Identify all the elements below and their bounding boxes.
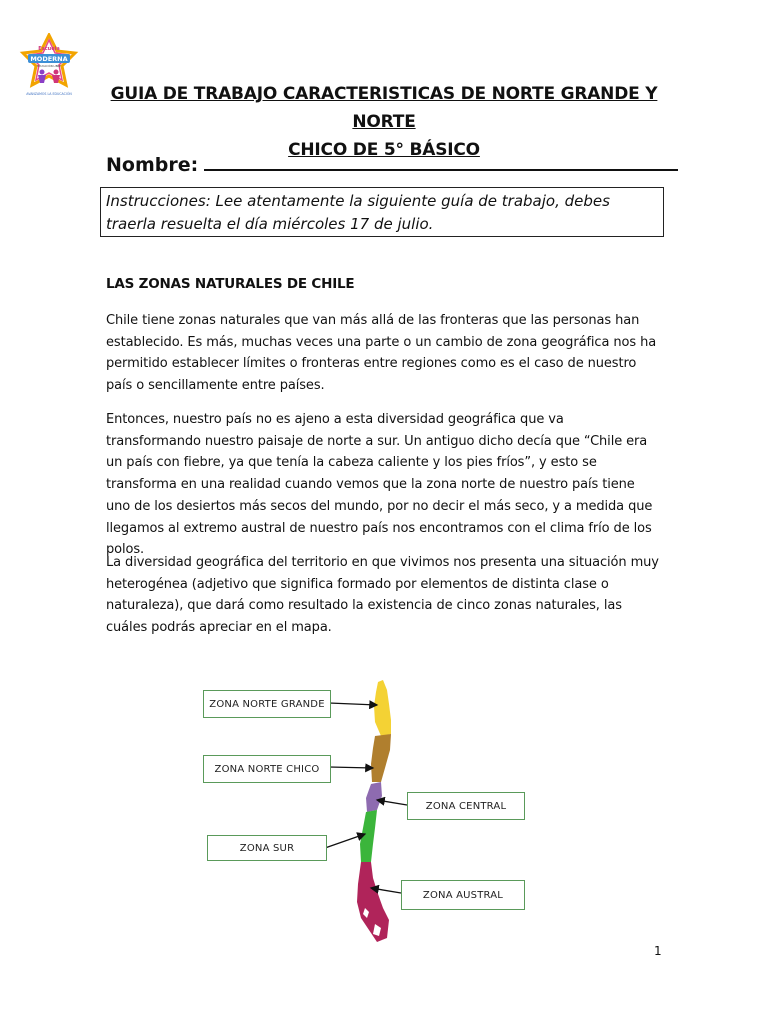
section-title: LAS ZONAS NATURALES DE CHILE bbox=[106, 276, 355, 292]
logo-sub-text: EDUCACIÓN LIBRE bbox=[37, 65, 61, 68]
chile-zones-map bbox=[195, 672, 535, 952]
logo-top-text: Escuela bbox=[38, 46, 60, 52]
arrow-central bbox=[377, 800, 407, 805]
arrow-norte-chico bbox=[329, 767, 373, 768]
name-blank-line[interactable] bbox=[204, 151, 678, 171]
label-zona-austral: ZONA AUSTRAL bbox=[401, 880, 525, 910]
arrow-norte-grande bbox=[329, 703, 377, 705]
logo-name: MODERNA bbox=[30, 55, 68, 63]
label-zona-norte-chico: ZONA NORTE CHICO bbox=[203, 755, 331, 783]
name-label: Nombre: bbox=[106, 154, 199, 176]
zone-norte-chico-shape bbox=[371, 734, 391, 782]
label-zona-central: ZONA CENTRAL bbox=[407, 792, 525, 820]
logo-bottom-text: AVANZAMOS LA EDUCACIÓN bbox=[26, 92, 72, 96]
zone-norte-grande-shape bbox=[374, 680, 391, 736]
zone-central-shape bbox=[366, 782, 382, 812]
logo-figure-head-right bbox=[54, 70, 59, 75]
label-zona-sur: ZONA SUR bbox=[207, 835, 327, 861]
instructions-box: Instrucciones: Lee atentamente la siguiente guía de trabajo, debes traerla resuelta el día miércoles 17 de julio. bbox=[100, 187, 664, 237]
page-number: 1 bbox=[654, 944, 662, 958]
title-line-2: CHICO DE 5° BÁSICO bbox=[288, 140, 480, 160]
school-logo bbox=[18, 33, 80, 103]
paragraph-1: Chile tiene zonas naturales que van más allá de las fronteras que las personas han establecido. Es más, muchas veces una parte o un cambio de zona geográfica nos ha permitido establecer límites o fronteras entre regiones como es el caso de nuestro país o sencillamente entre países. bbox=[106, 313, 657, 394]
title-line-1: GUIA DE TRABAJO CARACTERISTICAS DE NORTE GRANDE Y NORTE bbox=[110, 84, 658, 132]
paragraph-2: Entonces, nuestro país no es ajeno a esta diversidad geográfica que va transformando nuestro paisaje de norte a sur. Un antiguo dicho decía que “Chile era un país con fiebre, ya que tenía la cabeza caliente y los pies fríos”, y esto se transforma en una realidad cuando vemos que la zona norte de nuestro país tiene uno de los desiertos más secos del mundo, por no decir el más seco, y a medida que llegamos al extremo austral de nuestro país nos encontramos con el clima frío de los polos. bbox=[106, 412, 653, 558]
name-field bbox=[106, 151, 678, 176]
zone-austral-shape bbox=[357, 862, 389, 942]
zone-sur-shape bbox=[360, 810, 377, 862]
arrow-sur bbox=[325, 834, 365, 848]
paragraph-3: La diversidad geográfica del territorio en que vivimos nos presenta una situación muy heterogénea (adjetivo que significa formado por elementos de distinta clase o naturaleza), que dará como resultado la existencia de cinco zonas naturales, las cuáles podrás apreciar en el mapa. bbox=[106, 555, 659, 636]
label-zona-norte-grande: ZONA NORTE GRANDE bbox=[203, 690, 331, 718]
logo-figure-head-left bbox=[40, 70, 45, 75]
